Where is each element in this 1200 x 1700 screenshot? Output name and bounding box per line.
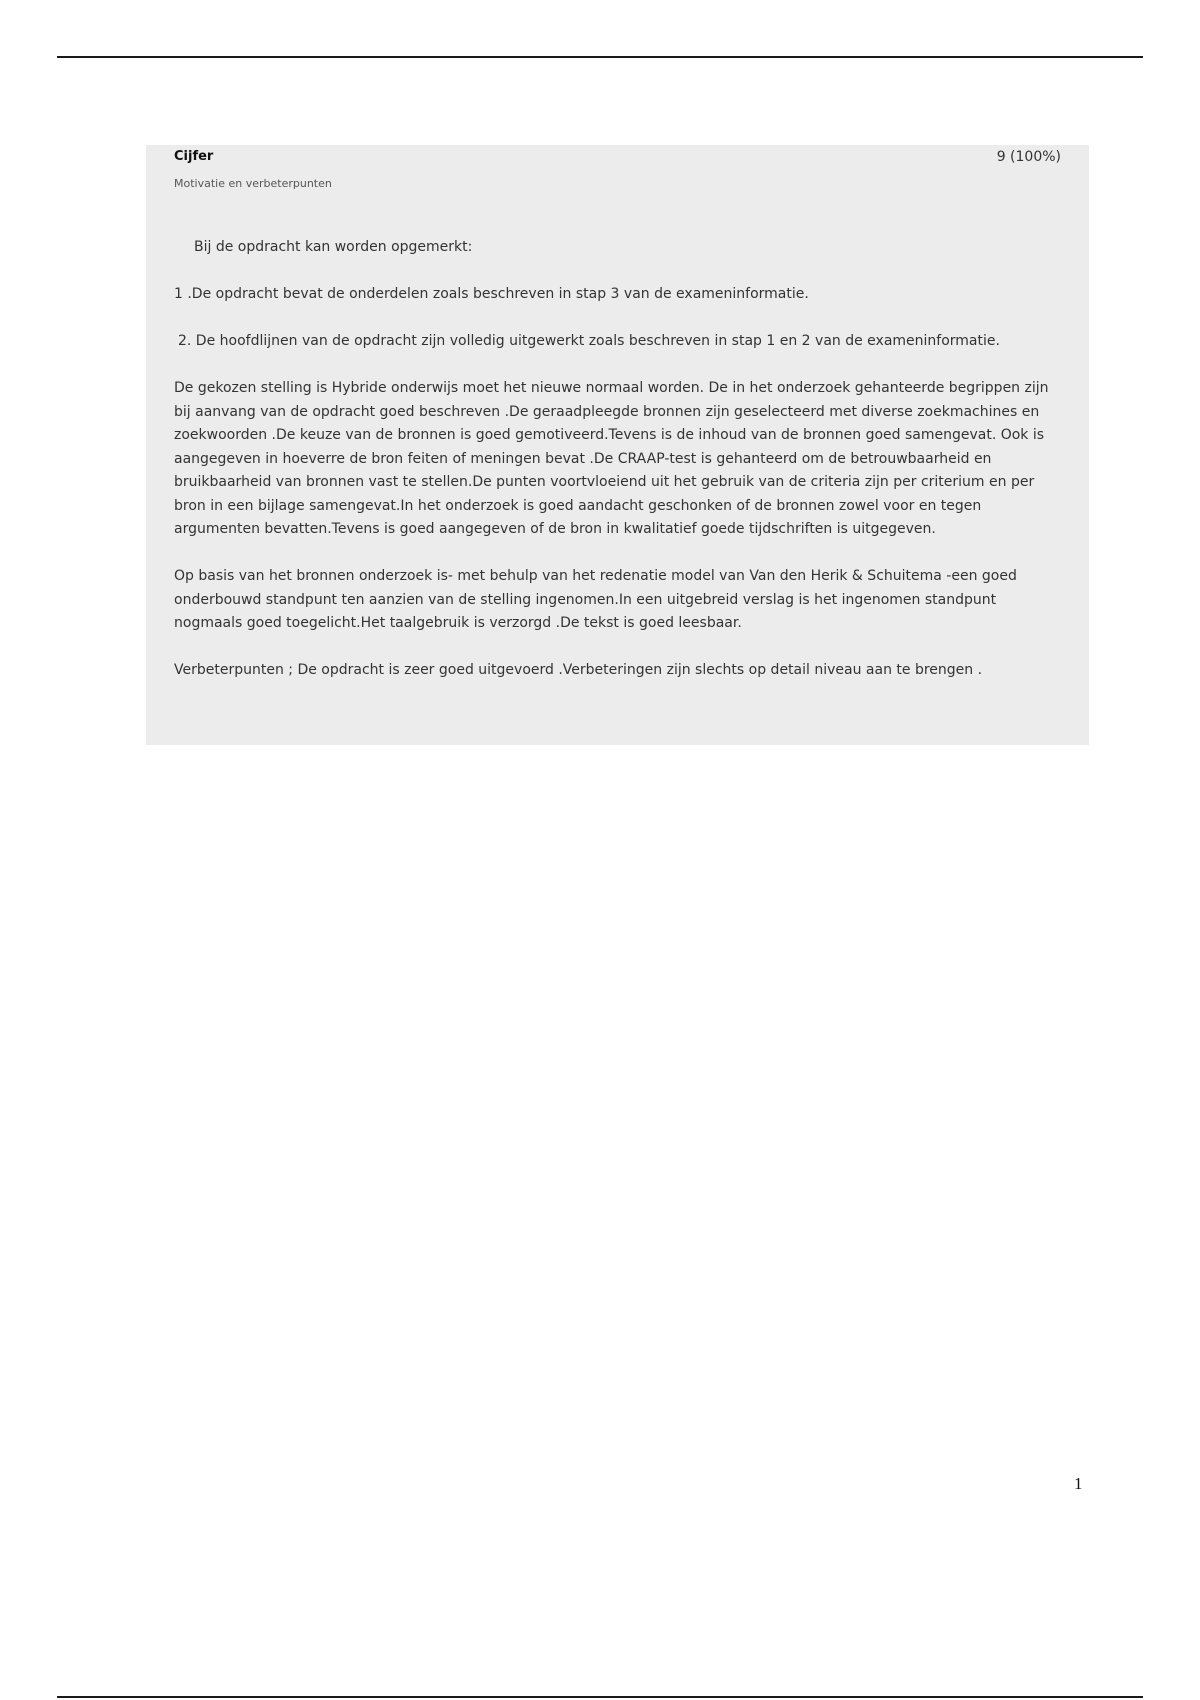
feedback-body bbox=[174, 236, 1061, 683]
feedback-point-1: 1 .De opdracht bevat de onderdelen zoals beschreven in stap 3 van de exameninformatie. bbox=[174, 286, 809, 302]
grade-label: Cijfer bbox=[174, 149, 214, 164]
footer-rule bbox=[57, 1696, 1143, 1698]
feedback-subheading: Motivatie en verbeterpunten bbox=[174, 177, 332, 190]
grade-value: 9 (100%) bbox=[996, 149, 1061, 165]
header-rule bbox=[57, 56, 1143, 58]
grade-feedback-panel bbox=[146, 145, 1089, 745]
feedback-improvements: Verbeterpunten ; De opdracht is zeer goed uitgevoerd .Verbeteringen zijn slechts op detail niveau aan te brengen . bbox=[174, 662, 983, 678]
feedback-paragraph-standpoint: Op basis van het bronnen onderzoek is- met behulp van het redenatie model van Van den Herik & Schuitema -een goed onderbouwd standpunt ten aanzien van de stelling ingenomen.In een uitgebreid verslag is het ingenomen standpunt nogmaals goed toegelicht.Het taalgebruik is verzorgd .De tekst is goed leesbaar. bbox=[174, 568, 1017, 631]
grade-row bbox=[174, 145, 1061, 175]
feedback-intro: Bij de opdracht kan worden opgemerkt: bbox=[194, 239, 473, 255]
feedback-point-2: 2. De hoofdlijnen van de opdracht zijn volledig uitgewerkt zoals beschreven in stap 1 en 2 van de exameninformatie. bbox=[178, 333, 1000, 349]
feedback-paragraph-sources: De gekozen stelling is Hybride onderwijs moet het nieuwe normaal worden. De in het onderzoek gehanteerde begrippen zijn bij aanvang van de opdracht goed beschreven .De geraadpleegde bronnen zijn geselecteerd met diverse zoekmachines en zoekwoorden .De keuze van de bronnen is goed gemotiveerd.Tevens is de inhoud van de bronnen goed samengevat. Ook is aangegeven in hoeverre de bron feiten of meningen bevat .De CRAAP-test is gehanteerd om de betrouwbaarheid en bruikbaarheid van bronnen vast te stellen.De punten voortvloeiend uit het gebruik van de criteria zijn per criterium en per bron in een bijlage samengevat.In het onderzoek is goed aandacht geschonken of de bronnen zowel voor en tegen argumenten bevatten.Tevens is goed aangegeven of de bron in kwalitatief goede tijdschriften is uitgegeven. bbox=[174, 380, 1049, 537]
page-number: 1 bbox=[1074, 1474, 1083, 1493]
